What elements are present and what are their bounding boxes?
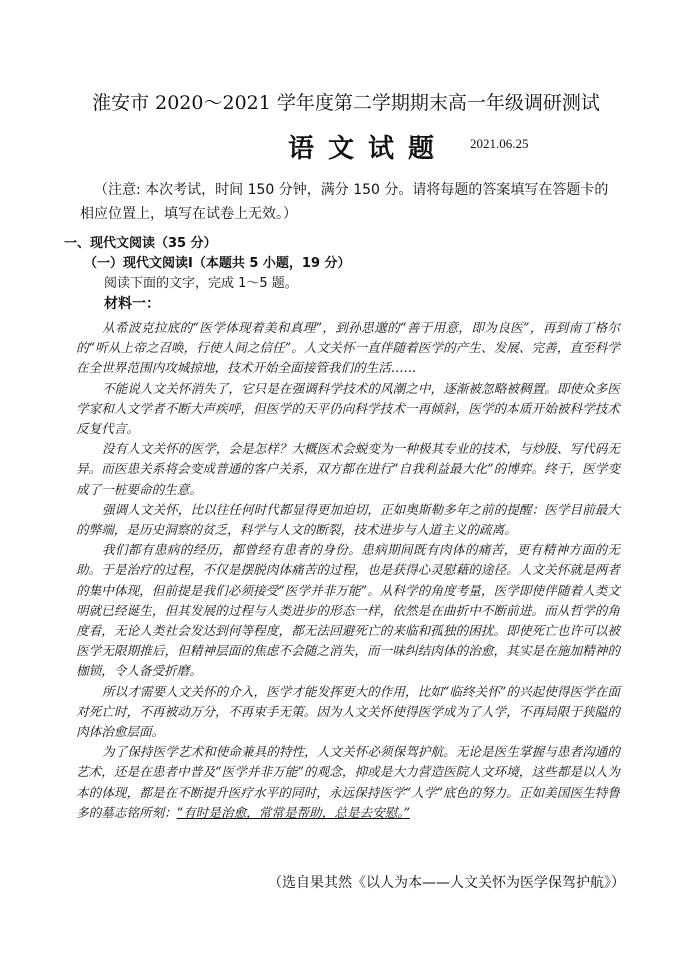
reading-passage (76, 318, 620, 823)
exam-notice: （注意: 本次考试，时间 150 分钟，满分 150 分。请将每题的答案填写在答题卡的相应位置上，填写在试卷上无效。） (80, 182, 609, 222)
subject-title: 语文试题 (288, 134, 449, 164)
section-subheading: （一）现代文阅读Ⅰ（本题共 5 小题，19 分） (84, 256, 351, 271)
passage-paragraph: 没有人文关怀的医学，会是怎样？大概医术会蜕变为一种极其专业的技术，与炒股、写代码无异。而医患关系将会变成普通的客户关系，双方都在进行“自我利益最大化”的博弈。终于，医学变成了一桩要命的生意。 (76, 441, 620, 497)
section-heading: 一、现代文阅读（35 分） (64, 236, 217, 251)
exam-date: 2021.06.25 (470, 136, 529, 151)
subject-row (0, 128, 692, 164)
passage-paragraph: 所以才需要人文关怀的介入，医学才能发挥更大的作用，比如“临终关怀”的兴起使得医学在面对死亡时，不再被动万分，不再束手无策。因为人文关怀使得医学成为了人学，不再局限于狭隘的肉体治愈层面。 (76, 683, 620, 740)
passage-source: （选自果其然《以人为本——人文关怀为医学保驾护航》） (268, 875, 625, 891)
paragraph-text: 为了保持医学艺术和使命兼具的特性，人文关怀必须保驾护航。无论是医生掌握与患者沟通的艺术，还是在患者中普及“医学并非万能”的观念，抑或是大力营造医院人文环境，这些都是以人为本的体现，都是在不断提升医疗水平的同时，永远保持医学“人学”底色的努力。正如美国医生特鲁多的墓志铭所刻： (76, 744, 620, 820)
passage-paragraph: 强调人文关怀，比以往任何时代都显得更加迫切，正如奥斯勒多年之前的提醒：医学目前最大的弊端，是历史洞察的贫乏，科学与人文的断裂，技术进步与人道主义的疏离。 (76, 501, 620, 538)
passage-paragraph: 我们都有患病的经历，都曾经有患者的身份。患病期间既有肉体的痛苦，更有精神方面的无助。于是治疗的过程，不仅是摆脱肉体痛苦的过程，也是获得心灵慰藉的途径。人文关怀就是两者的集中体现，但前提是我们必须接受“医学并非万能”。从科学的角度考量，医学即使伴随着人类文明就已经诞生，但其发展的过程与人类进步的形态一样，依然是在曲折中不断前进。而从哲学的角度看，无论人类社会发达到何等程度，都无法回避死亡的来临和孤独的困扰。即使死亡也许可以被医学无限期推后，但精神层面的焦虑不会随之消失，而一味纠结肉体的治愈，其实是在施加精神的枷锁，令人备受折磨。 (76, 542, 620, 679)
passage-paragraph: 从希波克拉底的“医学体现着美和真理”，到孙思邈的“善于用意，即为良医”，再到南丁格尔的“听从上帝之召唤，行使人间之信任”。人文关怀一直伴随着医学的产生、发展、完善，直至科学在全世界范围内攻城掠地，技术开始全面接管我们的生活…… (76, 320, 620, 376)
passage-paragraph (76, 742, 620, 823)
epitaph-quote: “有时是治愈，常常是帮助，总是去安慰。” (176, 804, 411, 820)
exam-title: 淮安市 2020～2021 学年度第二学期期末高一年级调研测试 (92, 92, 600, 114)
material-label: 材料一： (104, 296, 160, 312)
passage-paragraph: 不能说人文关怀消失了，它只是在强调科学技术的风潮之中，逐渐被忽略被稠置。即使众多医学家和人文学者不断大声疾呼，但医学的天平仍向科学技术一再倾斜，医学的本质开始被科学技术反复代言。 (76, 380, 620, 437)
reading-instruction: 阅读下面的文字，完成 1～5 题。 (104, 276, 298, 291)
